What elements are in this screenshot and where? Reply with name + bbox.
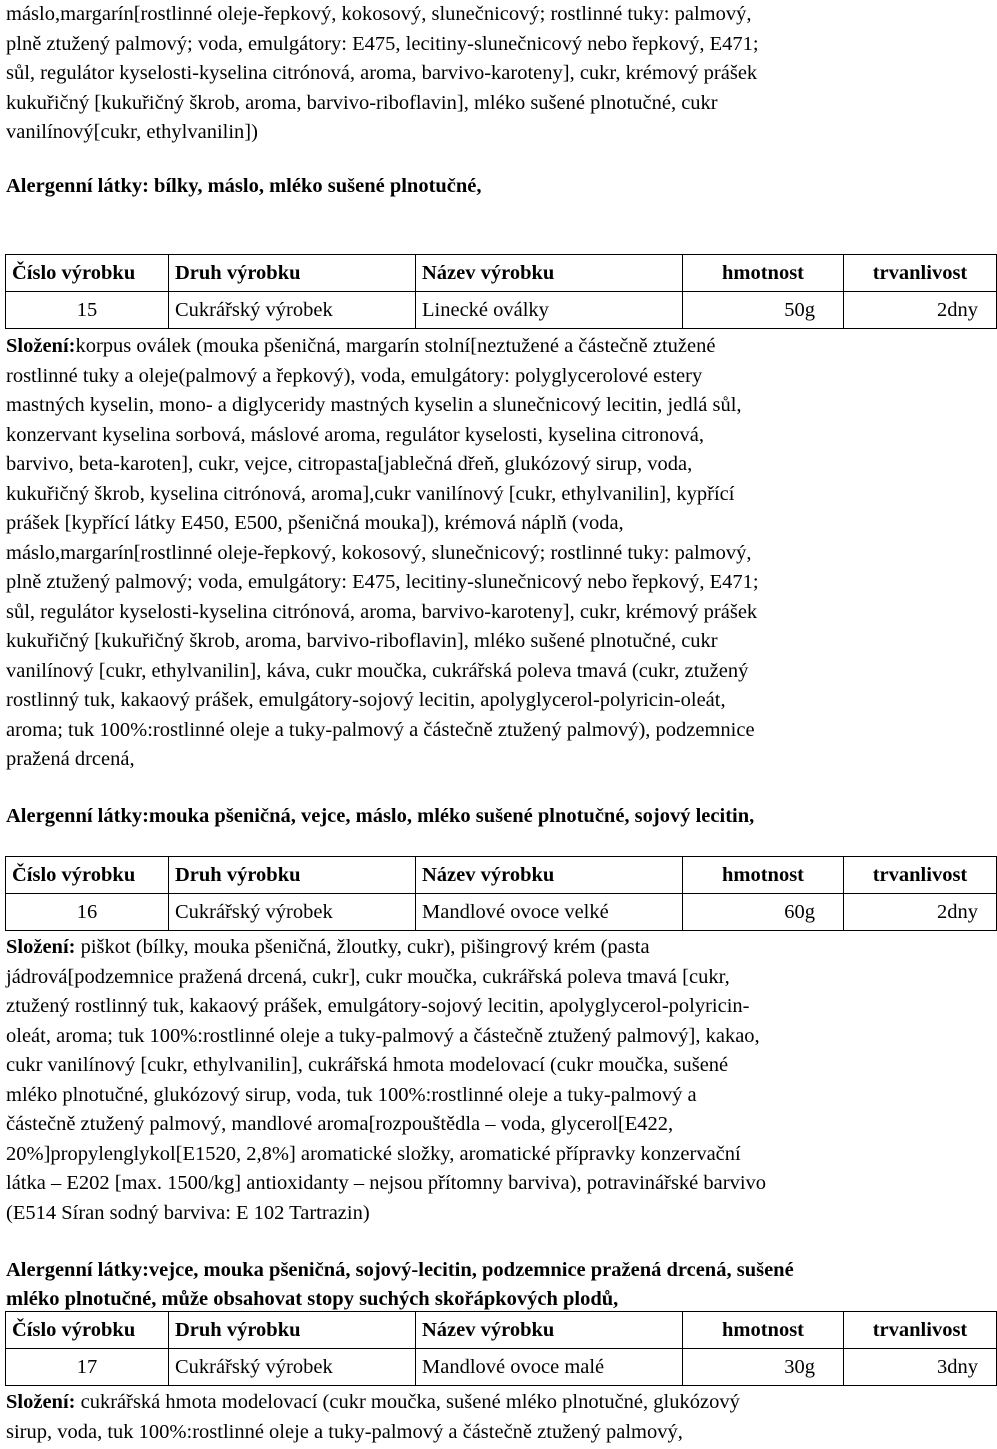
- text-line: plně ztužený palmový; voda, emulgátory: E475, lecitiny-slunečnicový nebo řepkový, E471;: [6, 571, 759, 593]
- text-line: částečně ztužený palmový, mandlové aroma[rozpouštědla – voda, glycerol[E422,: [6, 1113, 674, 1135]
- table-row: [6, 1349, 997, 1386]
- product-shelf-life: 2dny: [844, 894, 997, 931]
- text-line: jádrová[podzemnice pražená drcená, cukr], cukr moučka, cukrářská poleva tmavá [cukr,: [6, 965, 730, 988]
- intro-allergens: Alergenní látky: bílky, máslo, mléko sušené plnotučné,: [6, 175, 482, 197]
- header-type: Druh výrobku: [169, 1312, 416, 1349]
- product-table-16: [5, 856, 997, 931]
- text-line: rostlinný tuk, kakaový prášek, emulgátory-sojový lecitin, apolyglycerol-polyricin-oleát,: [6, 689, 726, 711]
- text-line: vanilínový[cukr, ethylvanilin]): [6, 121, 258, 143]
- product-weight: 30g: [683, 1349, 844, 1386]
- product-name: Linecké oválky: [416, 292, 683, 329]
- text-line: mastných kyselin, mono- a diglyceridy mastných kyselin a slunečnicový lecitin, jedlá sůl,: [6, 394, 742, 416]
- header-shelf-life: trvanlivost: [844, 857, 997, 894]
- text-line: oleát, aroma; tuk 100%:rostlinné oleje a tuky-palmový a částečně ztužený palmový], kakao,: [6, 1024, 760, 1047]
- composition-label: Složení:: [6, 335, 76, 357]
- text-line: rostlinné tuky a oleje(palmový a řepkový), voda, emulgátory: polyglycerolové estery: [6, 364, 703, 387]
- product-weight: 60g: [683, 894, 844, 931]
- text-line: kukuřičný [kukuřičný škrob, aroma, barvivo-riboflavin], mléko sušené plnotučné, cukr: [6, 630, 718, 652]
- header-name: Název výrobku: [416, 857, 683, 894]
- header-name: Název výrobku: [416, 1312, 683, 1349]
- text-line: ztužený rostlinný tuk, kakaový prášek, emulgátory-sojový lecitin, apolyglycerol-polyricin-: [6, 995, 750, 1017]
- composition-label: Složení:: [6, 1391, 76, 1413]
- product-15-composition: [6, 332, 759, 775]
- text-line: mléko plnotučné, může obsahovat stopy suchých skořápkových plodů,: [6, 1288, 619, 1310]
- product-16-composition: [6, 933, 766, 1228]
- text-line: (E514 Síran sodný barviva: E 102 Tartrazin): [6, 1201, 370, 1224]
- product-type: Cukrářský výrobek: [169, 894, 416, 931]
- header-weight: hmotnost: [683, 857, 844, 894]
- header-shelf-life: trvanlivost: [844, 1312, 997, 1349]
- text-line: cukr vanilínový [cukr, ethylvanilin], cukrářská hmota modelovací (cukr moučka, sušené: [6, 1054, 729, 1076]
- table-header-row: [6, 255, 997, 292]
- text-line-content: korpus oválek (mouka pšeničná, margarín stolní[neztužené a částečně ztužené: [75, 335, 716, 357]
- text-line: kukuřičný [kukuřičný škrob, aroma, barvivo-riboflavin], mléko sušené plnotučné, cukr: [6, 91, 718, 114]
- table-row: [6, 894, 997, 931]
- product-16-allergens: [6, 1256, 794, 1314]
- product-type: Cukrářský výrobek: [169, 292, 416, 329]
- product-type: Cukrářský výrobek: [169, 1349, 416, 1386]
- table-row: [6, 292, 997, 329]
- text-line-content: piškot (bílky, mouka pšeničná, žloutky, cukr), pišingrový krém (pasta: [75, 936, 650, 958]
- header-weight: hmotnost: [683, 1312, 844, 1349]
- text-line: prášek [kypřící látky E450, E500, pšeničná mouka]), krémová náplň (voda,: [6, 512, 624, 534]
- text-line: kukuřičný škrob, kyselina citrónová, aroma],cukr vanilínový [cukr, ethylvanilin], kypřící: [6, 482, 735, 505]
- text-line: 20%]propylenglykol[E1520, 2,8%] aromatické složky, aromatické přípravky konzervační: [6, 1142, 741, 1165]
- header-type: Druh výrobku: [169, 857, 416, 894]
- text-line: vanilínový [cukr, ethylvanilin], káva, cukr moučka, cukrářská poleva tmavá (cukr, ztužený: [6, 659, 749, 682]
- product-number: 15: [6, 292, 169, 329]
- text-line: barvivo, beta-karoten], cukr, vejce, citropasta[jablečná dřeň, glukózový sirup, voda,: [6, 453, 693, 475]
- text-line: sirup, voda, tuk 100%:rostlinné oleje a tuky-palmový a částečně ztužený palmový,: [6, 1420, 683, 1443]
- product-table-17: [5, 1311, 997, 1386]
- text-line: máslo,margarín[rostlinné oleje-řepkový, kokosový, slunečnicový; rostlinné tuky: palmový,: [6, 541, 752, 564]
- text-line: sůl, regulátor kyselosti-kyselina citrónová, aroma, barvivo-karoteny], cukr, krémový prášek: [6, 62, 758, 84]
- product-shelf-life: 3dny: [844, 1349, 997, 1386]
- product-name: Mandlové ovoce malé: [416, 1349, 683, 1386]
- product-15-allergens: Alergenní látky:mouka pšeničná, vejce, máslo, mléko sušené plnotučné, sojový lecitin,: [6, 805, 755, 827]
- table-header-row: [6, 1312, 997, 1349]
- product-name: Mandlové ovoce velké: [416, 894, 683, 931]
- composition-label: Složení:: [6, 936, 76, 958]
- text-line: pražená drcená,: [6, 748, 135, 770]
- product-table-15: [5, 254, 997, 329]
- text-line: aroma; tuk 100%:rostlinné oleje a tuky-palmový a částečně ztužený palmový), podzemnice: [6, 718, 755, 741]
- header-weight: hmotnost: [683, 255, 844, 292]
- text-line: Alergenní látky:vejce, mouka pšeničná, sojový-lecitin, podzemnice pražená drcená, sušené: [6, 1259, 794, 1281]
- product-weight: 50g: [683, 292, 844, 329]
- header-shelf-life: trvanlivost: [844, 255, 997, 292]
- product-shelf-life: 2dny: [844, 292, 997, 329]
- text-line: konzervant kyselina sorbová, máslové aroma, regulátor kyselosti, kyselina citronová,: [6, 423, 704, 446]
- header-number: Číslo výrobku: [6, 857, 169, 894]
- product-number: 17: [6, 1349, 169, 1386]
- header-number: Číslo výrobku: [6, 1312, 169, 1349]
- intro-composition: [6, 0, 759, 148]
- text-line: látka – E202 [max. 1500/kg] antioxidanty – nejsou přítomny barviva), potravinářské barvivo: [6, 1172, 767, 1194]
- text-line-content: cukrářská hmota modelovací (cukr moučka, sušené mléko plnotučné, glukózový: [75, 1391, 740, 1413]
- text-line: [6, 1388, 740, 1418]
- text-line: mléko plnotučné, glukózový sirup, voda, tuk 100%:rostlinné oleje a tuky-palmový a: [6, 1083, 697, 1106]
- product-number: 16: [6, 894, 169, 931]
- text-line: sůl, regulátor kyselosti-kyselina citrónová, aroma, barvivo-karoteny], cukr, krémový prášek: [6, 600, 758, 623]
- table-header-row: [6, 857, 997, 894]
- product-17-composition: [6, 1388, 740, 1447]
- text-line: [6, 332, 759, 362]
- header-name: Název výrobku: [416, 255, 683, 292]
- text-line: máslo,margarín[rostlinné oleje-řepkový, kokosový, slunečnicový; rostlinné tuky: palmový,: [6, 3, 752, 25]
- text-line: plně ztužený palmový; voda, emulgátory: E475, lecitiny-slunečnicový nebo řepkový, E471;: [6, 32, 759, 55]
- header-number: Číslo výrobku: [6, 255, 169, 292]
- text-line: [6, 933, 766, 963]
- header-type: Druh výrobku: [169, 255, 416, 292]
